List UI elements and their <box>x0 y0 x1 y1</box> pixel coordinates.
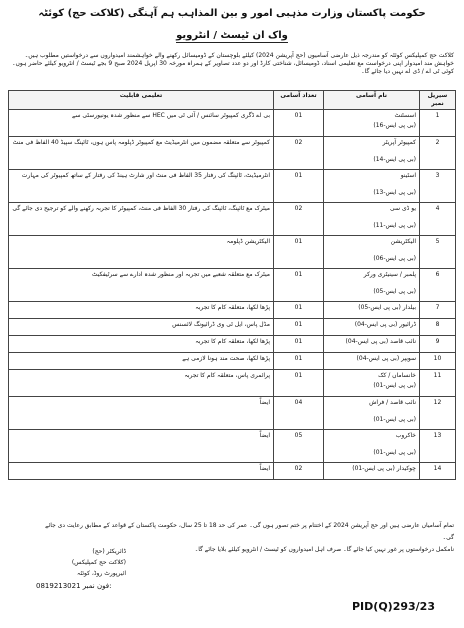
post-scale: (بی پی ایس-16) <box>373 122 416 129</box>
row-serial: 6 <box>420 269 456 302</box>
row-qualification: میٹرک مع متعلقہ شعبے میں تجربہ اور منظور شدہ ادارے سے سرٹیفکیٹ <box>9 269 274 302</box>
row-post <box>324 110 420 137</box>
post-title: اسسٹنٹ <box>394 112 416 119</box>
row-count: 01 <box>274 319 324 336</box>
signatory-city: ائیرپورٹ روڈ، کوئٹہ <box>77 570 126 577</box>
table-row <box>9 370 456 397</box>
row-post: بیلدار (بی پی ایس-05) <box>324 302 420 319</box>
row-qualification: ایضاً <box>9 397 274 430</box>
row-serial: 1 <box>420 110 456 137</box>
row-post <box>324 170 420 203</box>
table-row <box>9 269 456 302</box>
row-count: 01 <box>274 353 324 370</box>
post-title: کمپیوٹر آپریٹر <box>382 139 416 146</box>
row-serial: 9 <box>420 336 456 353</box>
table-header-row <box>9 91 456 110</box>
row-post <box>324 269 420 302</box>
table-row <box>9 170 456 203</box>
row-serial: 2 <box>420 137 456 170</box>
row-serial: 10 <box>420 353 456 370</box>
row-serial: 11 <box>420 370 456 397</box>
row-serial: 7 <box>420 302 456 319</box>
row-count: 01 <box>274 110 324 137</box>
post-scale: (بی پی ایس-01) <box>373 449 416 456</box>
post-scale: (بی پی ایس-01) <box>373 416 416 423</box>
row-qualification: ایضاً <box>9 463 274 480</box>
post-scale: (بی پی ایس-05) <box>373 288 416 295</box>
signatory-title: ڈائریکٹر (حج) <box>92 548 126 555</box>
header-count: تعداد آسامی <box>274 91 324 110</box>
row-post <box>324 137 420 170</box>
row-serial: 3 <box>420 170 456 203</box>
post-scale: (بی پی ایس-06) <box>373 255 416 262</box>
table-row <box>9 236 456 269</box>
phone-label: فون نمبر: <box>82 582 112 590</box>
signatory-office: (کلاکت حج کمپلیکس) <box>71 559 126 566</box>
row-qualification: پڑھا لکھا، متعلقہ کام کا تجربہ <box>9 302 274 319</box>
row-count: 01 <box>274 302 324 319</box>
row-qualification: ایضاً <box>9 430 274 463</box>
row-count: 01 <box>274 170 324 203</box>
note-line-1: تمام آسامیاں عارضی ہیں اور حج آپریشن 2024 کے اختتام پر ختم تصور ہوں گی۔ عمر کی حد 18 تا 25 سال، حکومت پاکستان کے قواعد کے مطابق رعایت دی جائے گی۔ <box>45 522 454 541</box>
post-scale: (بی پی ایس-13) <box>373 189 416 196</box>
table-row <box>9 353 456 370</box>
table-row <box>9 430 456 463</box>
table-row <box>9 397 456 430</box>
row-qualification: انٹرمیڈیٹ، ٹائپنگ کی رفتار 35 الفاظ فی منٹ اور شارٹ ہینڈ کی رفتار کے ساتھ کمپیوٹر کی مہارت <box>9 170 274 203</box>
row-qualification: الیکٹریشن ڈپلومہ <box>9 236 274 269</box>
row-post: نائب قاصد (بی پی ایس-04) <box>324 336 420 353</box>
row-qualification: پرائمری پاس، متعلقہ کام کا تجربہ <box>9 370 274 397</box>
row-count: 01 <box>274 269 324 302</box>
row-post: چوکیدار (بی پی ایس-01) <box>324 463 420 480</box>
row-count: 05 <box>274 430 324 463</box>
row-serial: 14 <box>420 463 456 480</box>
row-serial: 5 <box>420 236 456 269</box>
post-title: پلمبر / سینیٹری ورکر <box>363 271 416 278</box>
post-title: نائب قاصد / فراش <box>369 399 416 406</box>
row-qualification: مڈل پاس، ایل ٹی وی ڈرائیونگ لائسنس <box>9 319 274 336</box>
row-count: 02 <box>274 137 324 170</box>
row-post <box>324 370 420 397</box>
table-row <box>9 302 456 319</box>
header-serial: سیریل نمبر <box>420 91 456 110</box>
post-scale: (بی پی ایس-01) <box>373 382 416 389</box>
table-row <box>9 319 456 336</box>
post-title: اسٹینو <box>400 172 416 179</box>
intro-line-1: کلاکت حج کمپلیکس کوئٹہ کو مندرجہ ذیل عارضی آسامیوں (حج آپریشن 2024) کیلئے بلوچستان کے ڈومیسائل رکھنے والے خواہشمند امیدواروں سے درخواستیں مطلوب ہیں۔ <box>24 52 454 59</box>
row-qualification: پڑھا لکھا، صحت مند ہونا لازمی ہے <box>9 353 274 370</box>
row-serial: 12 <box>420 397 456 430</box>
pid-reference: PID(Q)293/23 <box>352 600 435 613</box>
row-count: 02 <box>274 463 324 480</box>
row-count: 01 <box>274 336 324 353</box>
row-count: 04 <box>274 397 324 430</box>
signature-block <box>36 546 126 592</box>
table-row <box>9 110 456 137</box>
post-title: خانساماں / کک <box>378 372 416 379</box>
row-count: 01 <box>274 370 324 397</box>
row-post <box>324 397 420 430</box>
walk-in-heading <box>0 30 464 41</box>
header-post: نام آسامی <box>324 91 420 110</box>
intro-line-2: خواہش مند امیدوار اپنی درخواست مع تعلیمی اسناد، ڈومیسائل، شناختی کارڈ اور دو عدد تصاویر کے ہمراہ مورخہ 30 اپریل 2024 صبح 9 بجے ٹیسٹ / انٹرویو کیلئے حاضر ہوں۔ کوئی ٹی اے / ڈی اے نہیں دیا جائے گا۔ <box>12 60 454 75</box>
row-serial: 13 <box>420 430 456 463</box>
row-qualification: کمپیوٹر سے متعلقہ مضمون میں انٹرمیڈیٹ مع کمپیوٹر ڈپلومہ پاس ہوں، ٹائپنگ سپیڈ 40 الفاظ فی منٹ <box>9 137 274 170</box>
row-count: 02 <box>274 203 324 236</box>
table-row <box>9 137 456 170</box>
ministry-heading: حکومت پاکستان وزارت مذہبی امور و بین المذاہب ہم آہنگی (کلاکت حج) کوئٹہ <box>38 8 426 19</box>
phone-number <box>36 581 126 592</box>
vacancies-table <box>8 90 456 480</box>
post-scale: (بی پی ایس-14) <box>373 156 416 163</box>
table-row <box>9 463 456 480</box>
phone-value: 0819213021 <box>36 582 81 590</box>
table-row <box>9 203 456 236</box>
note-line-2: نامکمل درخواستوں پر غور نہیں کیا جائے گا۔ صرف اہل امیدواروں کو ٹیسٹ / انٹرویو کیلئے بلایا جائے گا۔ <box>194 546 454 553</box>
row-post: سویپر (بی پی ایس-04) <box>324 353 420 370</box>
intro-paragraph <box>12 52 454 76</box>
row-qualification: میٹرک مع ٹائپنگ، ٹائپنگ کی رفتار 30 الفاظ فی منٹ، کمپیوٹر کا تجربہ رکھنے والے کو ترجیح دی جائے گی <box>9 203 274 236</box>
header-qualification: تعلیمی قابلیت <box>9 91 274 110</box>
row-qualification: بی اے ڈگری کمپیوٹر سائنس / آئی ٹی میں HEC سے منظور شدہ یونیورسٹی سے <box>9 110 274 137</box>
post-title: خاکروب <box>395 432 416 439</box>
row-post <box>324 203 420 236</box>
post-title: الیکٹریشن <box>390 238 416 245</box>
walk-in-heading-text: واک ان ٹیسٹ / انٹرویو <box>176 30 288 41</box>
post-title: یو ڈی سی <box>390 205 416 212</box>
row-serial: 4 <box>420 203 456 236</box>
row-post <box>324 236 420 269</box>
table-row <box>9 336 456 353</box>
row-qualification: پڑھا لکھا، متعلقہ کام کا تجربہ <box>9 336 274 353</box>
row-post: ڈرائیور (بی پی ایس-04) <box>324 319 420 336</box>
post-scale: (بی پی ایس-11) <box>373 222 416 229</box>
row-serial: 8 <box>420 319 456 336</box>
row-post <box>324 430 420 463</box>
row-count: 01 <box>274 236 324 269</box>
